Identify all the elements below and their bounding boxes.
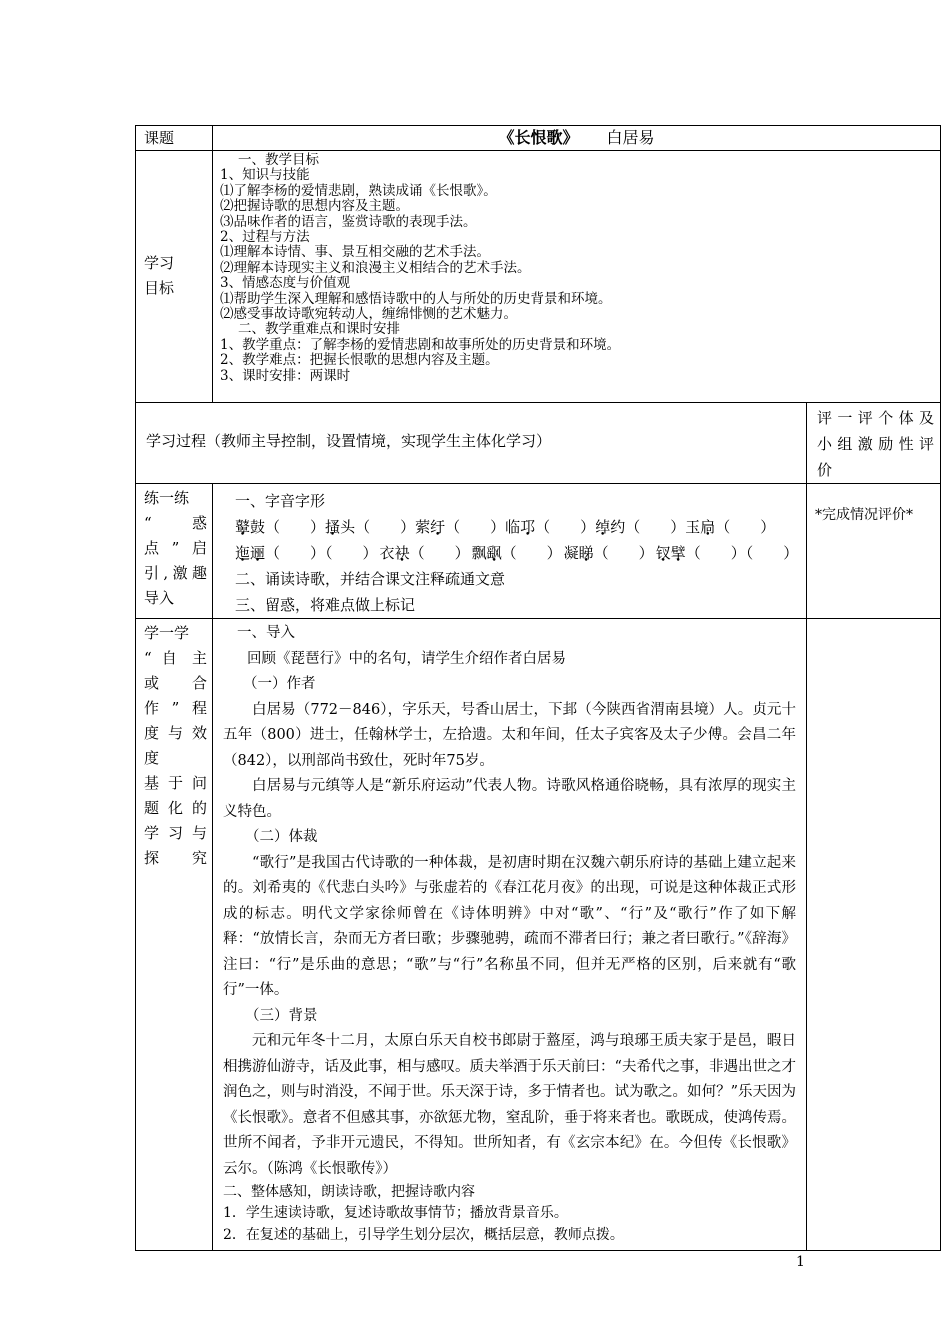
objective-line: 1、教学重点：了解李杨的爱情悲剧和故事所处的历史背景和环境。 xyxy=(220,336,621,353)
objective-line: ⑴帮助学生深入理解和感悟诗歌中的人与所处的历史背景和环境。 xyxy=(220,290,612,307)
objective-line: ⑵把握诗歌的思想内容及主题。 xyxy=(220,198,409,215)
objective-line: 3、课时安排：两课时 xyxy=(220,367,351,384)
pronunciation-row-1 xyxy=(235,514,798,540)
pronunciation-item: 鼙鼓（ ） xyxy=(235,518,326,536)
study-label-line: 学习与 xyxy=(144,824,207,842)
study-paragraph: 回顾《琵琶行》中的名句，请学生介绍作者白居易 xyxy=(247,650,566,667)
pronunciation-item: 绰约（ ） xyxy=(595,518,686,536)
topic-label-cell xyxy=(136,126,213,151)
practice-label xyxy=(136,484,212,611)
study-subheading: （二）体裁 xyxy=(245,829,318,845)
study-paragraph: 2．在复述的基础上，引导学生划分层次，概括层意，教师点拨。 xyxy=(223,1227,624,1243)
study-paragraph: 元和元年冬十二月，太原白乐天自校书郎尉于盩厔，鸿与琅琊王质夫家于是邑，暇日相携游仙游寺，话及此事，相与感叹。质夫举酒于乐天前曰：“夫希代之事，非遇出世之才润色之，则与时消没，不闻于世。乐天深于诗，多于情者也。试为歌之。如何？”乐天因为《长恨歌》。意者不但感其事，亦欲惩尤物，窒乱阶，垂于将来者也。歌既成，使鸿传焉。世所不闻者，予非开元遗民，不得知。世所知者，有《玄宗本纪》在。今但传《长恨歌》云尔。（陈鸿《长恨歌传》） xyxy=(223,1033,796,1177)
study-label-line: 基于问 xyxy=(144,774,207,792)
study-label-line: 题化的 xyxy=(144,799,207,817)
title-cell xyxy=(213,126,941,151)
practice-content xyxy=(213,484,806,618)
practice-label-line: 练一练 xyxy=(144,489,190,507)
study-label-line: “ 自 主 xyxy=(144,649,207,667)
eval-header xyxy=(807,403,940,483)
answer-blank[interactable]: （ ） xyxy=(715,518,776,536)
study-cell xyxy=(213,619,807,1251)
study-label-line: 度与效 xyxy=(144,724,207,742)
objectives-label-cell xyxy=(136,151,213,403)
practice-label-line: 引,激趣 xyxy=(144,564,207,582)
pronunciation-item: 衣袂（ ） xyxy=(379,544,470,562)
study-subheading: （三）背景 xyxy=(245,1007,318,1024)
study-subheading: （一）作者 xyxy=(243,676,316,692)
objectives-label-line1: 学习 xyxy=(144,254,175,272)
practice-label-line: 点”启 xyxy=(144,539,207,557)
pronunciation-item: 飘飖（ ） xyxy=(471,544,562,562)
poem-author: 白居易 xyxy=(606,128,655,147)
study-label-line: 度 xyxy=(144,749,160,767)
process-text: 学习过程（教师主导控制，设置情境，实现学生主体化学习） xyxy=(146,432,552,450)
answer-blank[interactable]: （ ）（ ） xyxy=(685,544,799,562)
practice-label-line: 导入 xyxy=(144,589,175,607)
pronunciation-item: 搔头（ ） xyxy=(325,518,416,536)
objective-line: 二、教学重难点和课时安排 xyxy=(238,321,400,338)
practice-cell xyxy=(213,484,807,619)
answer-blank[interactable]: （ ）（ ） xyxy=(265,544,378,562)
pronunciation-item: 临邛（ ） xyxy=(505,518,596,536)
study-paragraph: “歌行”是我国古代诗歌的一种体裁，是初唐时期在汉魏六朝乐府诗的基础上建立起来的。刘希夷的《代悲白头吟》与张虚若的《春江花月夜》的出现，可说是这种体裁正式形成的标志。明代文学家徐师曾在《诗体明辨》中对“歌”、“行”及“歌行”作了如下解释：“放情长言，杂而无方者曰歌；步骤驰骋，疏而不滞者曰行；兼之者曰歌行。”《辞海》注曰：“行”是乐曲的意思；“歌”与“行”名称虽不同，但并无严格的区别，后来就有“歌行”一体。 xyxy=(223,854,796,998)
objective-line: ⑴了解李杨的爱情悲剧，熟读成诵《长恨歌》。 xyxy=(220,182,497,199)
page-number: 1 xyxy=(796,1254,805,1270)
practice-eval: *完成情况评价* xyxy=(815,507,913,523)
study-paragraph: 1．学生速读诗歌，复述诗歌故事情节；播放背景音乐。 xyxy=(223,1205,568,1221)
practice-label-line: “ 惑 xyxy=(144,514,207,532)
eval-header-cell xyxy=(807,403,941,484)
lesson-title xyxy=(213,126,940,150)
study-label-cell xyxy=(136,619,213,1251)
process-cell xyxy=(136,403,807,484)
objective-line: 3、情感态度与价值观 xyxy=(220,275,351,292)
practice-heading: 一、字音字形 xyxy=(235,492,326,510)
practice-heading: 二、诵读诗歌，并结合课文注释疏通文意 xyxy=(235,570,506,588)
answer-blank[interactable]: （ ） xyxy=(625,518,686,536)
eval-header-line: 评一评个体及 xyxy=(817,409,934,427)
objective-line: ⑴理解本诗情、事、景互相交融的艺术手法。 xyxy=(220,244,490,261)
answer-blank[interactable]: （ ） xyxy=(355,518,416,536)
practice-heading: 三、留惑，将难点做上标记 xyxy=(235,596,416,614)
pronunciation-item: 凝睇（ ） xyxy=(563,544,654,562)
topic-label: 课题 xyxy=(144,129,175,147)
pronunciation-item: 萦纡（ ） xyxy=(415,518,506,536)
objective-line: ⑵感受事故诗歌宛转动人，缠绵悱恻的艺术魅力。 xyxy=(220,306,517,323)
practice-label-cell xyxy=(136,484,213,619)
study-label-line: 探究 xyxy=(144,849,207,867)
poem-title: 《长恨歌》 xyxy=(498,128,579,147)
answer-blank[interactable]: （ ） xyxy=(535,518,596,536)
objective-line: ⑶品味作者的语言，鉴赏诗歌的表现手法。 xyxy=(220,213,477,230)
pronunciation-item: 迤逦（ ）（ ） xyxy=(235,544,378,562)
study-label-line: 作”程 xyxy=(144,699,207,717)
study-content xyxy=(213,619,806,1250)
objectives-list xyxy=(213,151,940,384)
practice-eval-cell xyxy=(807,484,941,619)
answer-blank[interactable]: （ ） xyxy=(445,518,506,536)
study-heading: 一、导入 xyxy=(237,625,295,641)
answer-blank[interactable]: （ ） xyxy=(409,544,470,562)
objectives-cell xyxy=(213,151,941,403)
objective-line: 2、教学难点：把握长恨歌的思想内容及主题。 xyxy=(220,352,499,369)
study-paragraph: 白居易与元缜等人是“新乐府运动”代表人物。诗歌风格通俗晓畅，具有浓厚的现实主义特色。 xyxy=(223,778,796,820)
objective-line: 2、过程与方法 xyxy=(220,229,310,246)
study-paragraph: 白居易（772－846），字乐天，号香山居士，下邽（今陕西省渭南县境）人。贞元十五年（800）进士，任翰林学士，左拾遗。太和年间，任太子宾客及太子少傅。会昌二年（842），以刑部尚书致仕，死时年75岁。 xyxy=(223,701,796,769)
objective-line: 一、教学目标 xyxy=(238,152,319,168)
pronunciation-item: 钗擘（ ）（ ） xyxy=(655,544,799,562)
study-heading: 二、整体感知，朗读诗歌，把握诗歌内容 xyxy=(223,1184,475,1200)
objective-line: 1、知识与技能 xyxy=(220,167,310,184)
eval-header-line: 小组激励性评 xyxy=(817,435,934,453)
objective-line: ⑵理解本诗现实主义和浪漫主义相结合的艺术手法。 xyxy=(220,259,531,276)
study-label xyxy=(136,619,212,871)
study-label-line: 学一学 xyxy=(144,624,190,642)
pronunciation-row-2 xyxy=(235,540,798,566)
pronunciation-item: 玉扃（ ） xyxy=(685,518,776,536)
answer-blank[interactable]: （ ） xyxy=(501,544,562,562)
answer-blank[interactable]: （ ） xyxy=(265,518,326,536)
eval-header-line: 价 xyxy=(817,461,833,479)
study-eval-cell xyxy=(807,619,941,1251)
study-label-line: 或 合 xyxy=(144,674,207,692)
objectives-label-line2: 目标 xyxy=(144,279,175,297)
answer-blank[interactable]: （ ） xyxy=(593,544,654,562)
lesson-plan-table xyxy=(135,125,941,1251)
